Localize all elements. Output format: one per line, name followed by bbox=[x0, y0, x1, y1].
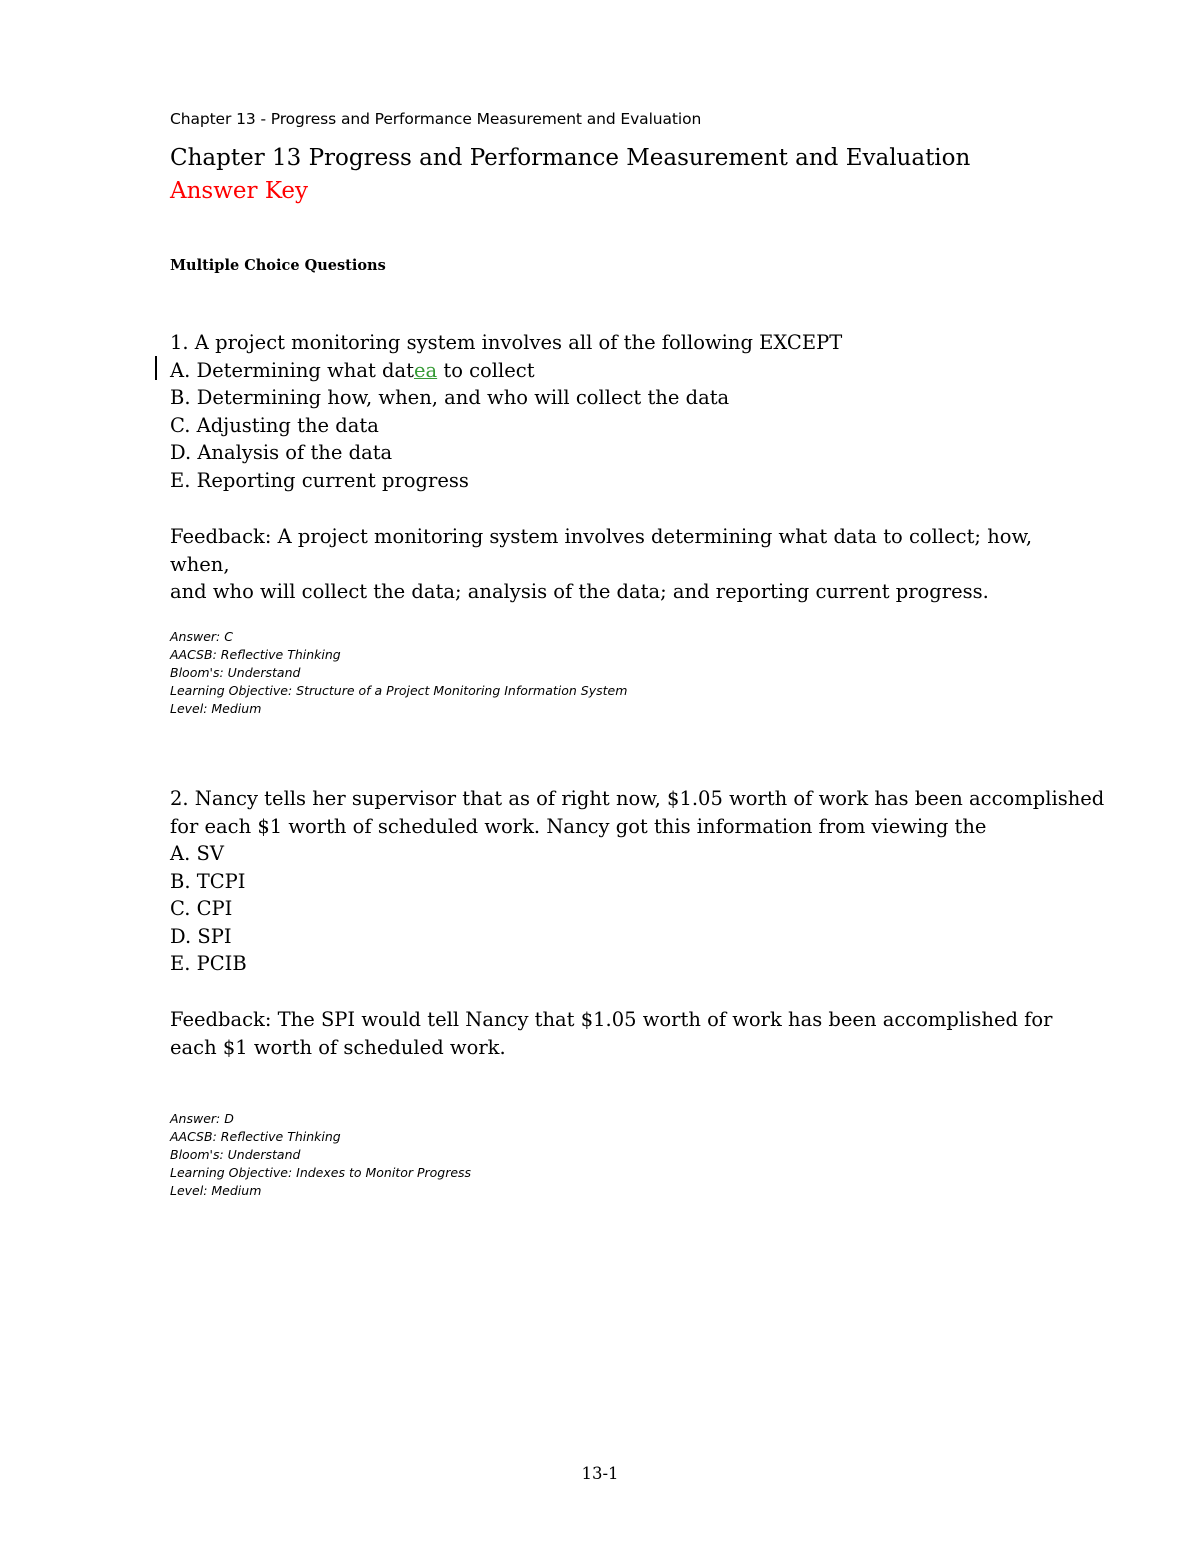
running-header: Chapter 13 - Progress and Performance Measurement and Evaluation bbox=[170, 110, 702, 128]
feedback-line: each $1 worth of scheduled work. bbox=[170, 1035, 506, 1059]
option-a-text-after: to collect bbox=[437, 358, 535, 382]
page-number: 13-1 bbox=[581, 1464, 619, 1483]
feedback-line: and who will collect the data; analysis of the data; and reporting current progress. bbox=[170, 580, 989, 603]
objective-line: Learning Objective: Structure of a Project Monitoring Information System bbox=[170, 683, 628, 698]
blooms-line: Bloom's: Understand bbox=[170, 665, 301, 680]
objective-line: Learning Objective: Indexes to Monitor Progress bbox=[170, 1165, 472, 1180]
feedback-line: Feedback: A project monitoring system involves determining what data to collect; how, when, bbox=[170, 525, 1033, 576]
question-1-option-d: D. Analysis of the data bbox=[170, 441, 393, 464]
question-2-option-e: E. PCIB bbox=[170, 952, 247, 975]
page-title bbox=[170, 142, 1040, 208]
aacsb-line: AACSB: Reflective Thinking bbox=[170, 1129, 341, 1144]
answer-line: Answer: C bbox=[170, 629, 233, 644]
question-1-option-a bbox=[170, 357, 1070, 385]
feedback-line: Feedback: The SPI would tell Nancy that $1.05 worth of work has been accomplished for bbox=[170, 1008, 1053, 1031]
question-2-option-a: A. SV bbox=[170, 842, 224, 865]
aacsb-line: AACSB: Reflective Thinking bbox=[170, 647, 341, 662]
question-2-prompt-line: for each $1 worth of scheduled work. Nancy got this information from viewing the bbox=[170, 814, 987, 838]
tracked-insertion: ea bbox=[413, 358, 438, 382]
section-heading: Multiple Choice Questions bbox=[170, 257, 386, 274]
title-accent: Answer Key bbox=[170, 178, 308, 204]
question-2 bbox=[170, 785, 1105, 978]
level-line: Level: Medium bbox=[170, 701, 262, 716]
question-2-option-d: D. SPI bbox=[170, 924, 232, 948]
level-line: Level: Medium bbox=[170, 1183, 262, 1198]
question-1-feedback bbox=[170, 523, 1070, 606]
answer-line: Answer: D bbox=[170, 1111, 234, 1126]
question-2-metadata bbox=[170, 1110, 471, 1200]
question-1 bbox=[170, 329, 1070, 494]
question-2-option-b: B. TCPI bbox=[170, 869, 246, 893]
question-2-option-c: C. CPI bbox=[170, 897, 233, 920]
revision-change-bar bbox=[155, 356, 157, 380]
question-1-option-b: B. Determining how, when, and who will collect the data bbox=[170, 386, 730, 409]
question-2-feedback bbox=[170, 1006, 1070, 1061]
title-main: Chapter 13 Progress and Performance Measurement and Evaluation bbox=[170, 145, 971, 171]
question-1-prompt: 1. A project monitoring system involves all of the following EXCEPT bbox=[170, 331, 843, 354]
question-1-option-e: E. Reporting current progress bbox=[170, 468, 469, 492]
blooms-line: Bloom's: Understand bbox=[170, 1147, 301, 1162]
question-2-prompt-line: 2. Nancy tells her supervisor that as of right now, $1.05 worth of work has been accomplished bbox=[170, 787, 1105, 810]
option-a-text-before: A. Determining what dat bbox=[170, 358, 414, 382]
question-1-option-c: C. Adjusting the data bbox=[170, 413, 379, 437]
question-1-metadata bbox=[170, 628, 627, 718]
